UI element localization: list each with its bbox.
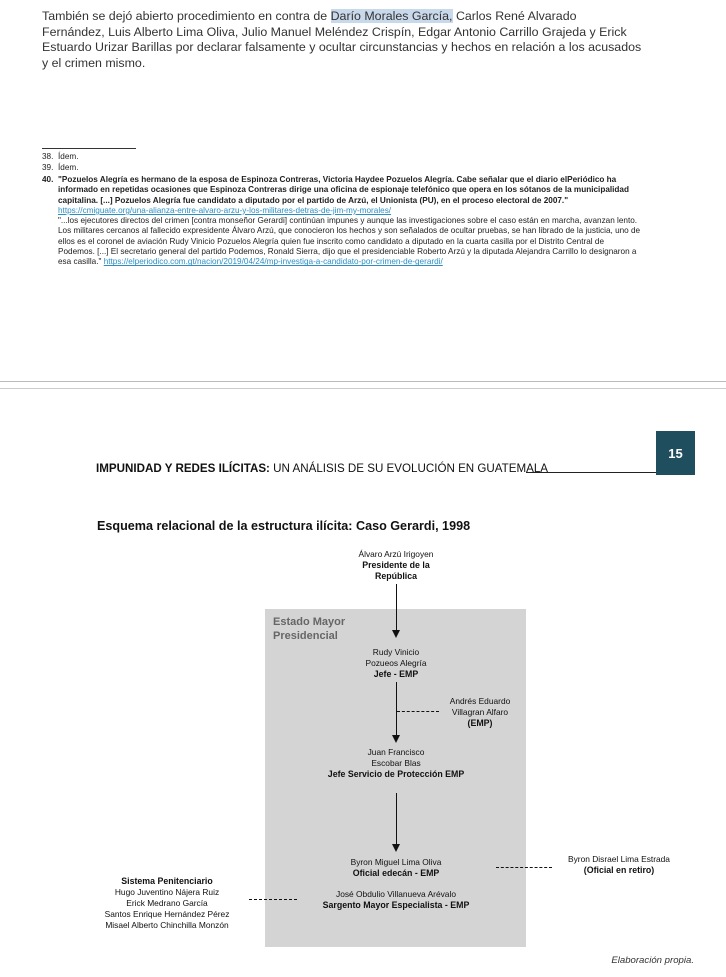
footnote-text: Ídem. — [58, 163, 79, 172]
node-name: Rudy Vinicio Pozueos Alegría — [365, 647, 427, 668]
connector-line — [396, 584, 397, 631]
header-rule — [526, 472, 658, 473]
connector-line — [396, 793, 397, 845]
running-header — [96, 462, 548, 475]
footnote-number: 40. — [42, 175, 54, 184]
node-arzu — [335, 549, 457, 582]
node-name: Byron Disrael Lima Estrada — [568, 854, 670, 864]
node-name: Andrés Eduardo Villagran Alfaro — [449, 696, 511, 717]
footnote-number: 39. — [42, 163, 54, 172]
footnote-number: 38. — [42, 152, 54, 161]
group-member: Santos Enrique Hernández Pérez — [104, 909, 230, 919]
highlighted-name: Darío Morales García, — [330, 9, 453, 23]
node-byron-miguel — [326, 857, 466, 879]
node-role: Oficial edecán - EMP — [352, 868, 440, 878]
paragraph-start: También se dejó abierto procedimiento en contra de — [42, 9, 331, 23]
page-separator — [0, 388, 726, 389]
footnote-text: Ídem. — [58, 152, 79, 161]
diagram-title: Esquema relacional de la estructura ilícita: Caso Gerardi, 1998 — [97, 519, 471, 533]
body-paragraph — [42, 9, 642, 71]
node-role: Presidente de la República — [362, 560, 430, 581]
group-title: Sistema Penitenciario — [121, 876, 213, 886]
arrow-down-icon — [392, 735, 400, 743]
arrow-down-icon — [392, 844, 400, 852]
node-role: Jefe Servicio de Protección EMP — [327, 769, 465, 779]
node-sistema-penitenciario — [90, 876, 244, 931]
group-member: Hugo Juventino Nájera Ruiz — [114, 887, 220, 897]
footnote-quote-1: "Pozuelos Alegría es hermano de la esposa de Espinoza Contreras, Victoria Haydee Pozuelos Alegría. Cabe señalar que el diario elPeriódico ha informado en repetidas ocasiones que Espinoza Contreras dirige una oficina de espionaje telefónico que opera en los sótanos de la municipalidad capitalina. [...] Pozuelos Alegría fue candidato a diputado por el partido de Arzú, el Unionista (PU), en el proceso electoral de 2007." — [58, 175, 629, 205]
footnote-38 — [42, 152, 642, 163]
node-name: Juan Francisco Escobar Blas — [367, 747, 425, 768]
node-escobar — [316, 747, 476, 780]
group-member: Erick Medrano García — [126, 898, 208, 908]
figure-credit: Elaboración propia. — [611, 955, 694, 966]
arrow-down-icon — [392, 630, 400, 638]
footnote-link-cmiguate[interactable]: https://cmiguate.org/una-alianza-entre-alvaro-arzu-y-los-militares-detras-de-jim-my-morales/ — [58, 205, 392, 215]
node-role: Jefe - EMP — [373, 669, 419, 679]
node-name: Byron Miguel Lima Oliva — [350, 857, 442, 867]
connector-line — [396, 682, 397, 736]
node-obdulio — [296, 889, 496, 911]
footnote-link-elperiodico[interactable]: https://elperiodico.com.gt/nacion/2019/04/24/mp-investiga-a-candidato-por-crimen-de-gerardi/ — [103, 257, 443, 267]
node-villagran — [444, 696, 516, 729]
node-role: (Oficial en retiro) — [583, 865, 655, 875]
dashed-connector — [397, 711, 439, 712]
paragraph-end: Carlos René Alvarado Fernández, Luis Alberto Lima Oliva, Julio Manuel Meléndez Crispín, Edgar Antonio Carrillo Grajeda y Erick Estuardo Urizar Barillas por declarar falsamente y ocultar circunstancias y hechos en relación a los acusados y el crimen mismo. — [42, 9, 642, 70]
page-number: 15 — [656, 431, 695, 475]
dashed-connector — [249, 899, 297, 900]
node-name: José Obdulio Villanueva Arévalo — [336, 889, 456, 899]
node-byron-disrael — [556, 854, 682, 876]
node-pozuelos — [346, 647, 446, 680]
header-title-rest: UN ANÁLISIS DE SU EVOLUCIÓN EN GUATEMALA — [269, 462, 549, 475]
footnote-39 — [42, 163, 642, 174]
footnote-40 — [42, 175, 642, 315]
node-name: Álvaro Arzú Irigoyen — [358, 549, 434, 559]
emp-box-label: Estado Mayor Presidencial — [273, 616, 346, 642]
footnote-rule — [42, 148, 136, 149]
node-role: Sargento Mayor Especialista - EMP — [322, 900, 470, 910]
header-title-bold: IMPUNIDAD Y REDES ILÍCITAS: — [96, 462, 270, 475]
footnote-quote-2: "...los ejecutores directos del crimen [contra monseñor Gerardi] continúan impunes y aunque las investigaciones sobre el caso están en marcha, avanzan lento. Los militares cercanos al fallecido expresidente Álvaro Arzú, que conocieron los hechos y son señalados de ocultar pruebas, se han librado de la justicia, uno de ellos es el coronel de aviación Rudy Vinicio Pozuelos Alegría quien fue inscrito como candidato a diputado en la cuarta casilla por el Distrito Central de Podemos. [...] El secretario general del partido Podemos, Ronald Sierra, dijo que el presidenciable Roberto Arzú y la diputada Alejandra Carrillo lo designaron a esa casilla." — [58, 216, 641, 267]
dashed-connector — [496, 867, 552, 868]
page-separator — [0, 381, 726, 382]
group-member: Misael Alberto Chinchilla Monzón — [105, 920, 229, 930]
node-role: (EMP) — [467, 718, 493, 728]
